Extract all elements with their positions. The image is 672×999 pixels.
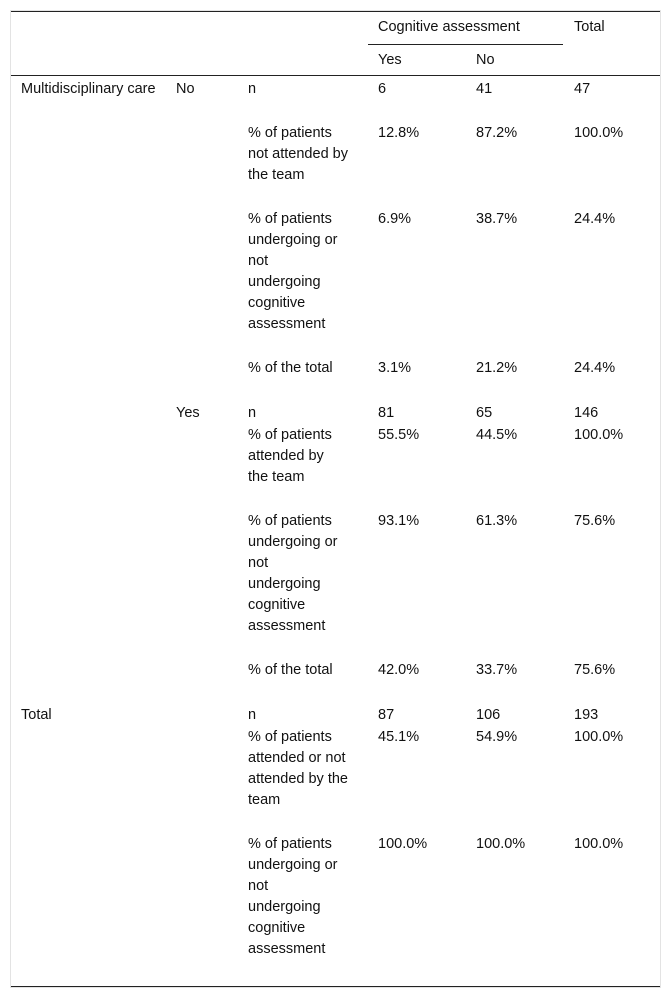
cell-yes: 93.1% xyxy=(378,513,420,529)
cell-no: 106 xyxy=(476,707,501,723)
row-label: % of the total xyxy=(248,662,333,678)
bottom-rule xyxy=(11,986,660,987)
header-total: Total xyxy=(574,19,605,35)
subgroup-label-yes: Yes xyxy=(176,405,200,421)
cell-no: 44.5% xyxy=(476,427,518,443)
cell-yes: 6 xyxy=(378,81,387,97)
row-label: % of patients undergoing or not undergoing cognitive assessment xyxy=(248,211,338,332)
cell-yes: 6.9% xyxy=(378,211,412,227)
cell-yes: 12.8% xyxy=(378,125,420,141)
header-no: No xyxy=(476,52,495,68)
cell-total: 100.0% xyxy=(574,836,624,852)
group-label-multidisciplinary-care: Multidisciplinary care xyxy=(21,81,156,97)
cell-total: 100.0% xyxy=(574,125,624,141)
row-label: % of patients undergoing or not undergoing cognitive assessment xyxy=(248,836,338,957)
cell-no: 54.9% xyxy=(476,729,518,745)
cell-yes: 87 xyxy=(378,707,395,723)
cell-no: 65 xyxy=(476,405,493,421)
cell-total: 24.4% xyxy=(574,360,616,376)
crosstab-table xyxy=(10,10,661,988)
row-label: n xyxy=(248,707,257,723)
cell-no: 21.2% xyxy=(476,360,518,376)
row-label: n xyxy=(248,405,257,421)
row-label: % of the total xyxy=(248,360,333,376)
row-label: % of patients undergoing or not undergoing cognitive assessment xyxy=(248,513,338,634)
cell-no: 41 xyxy=(476,81,493,97)
cell-no: 61.3% xyxy=(476,513,518,529)
row-label: % of patients attended or not attended by the team xyxy=(248,729,348,808)
cell-yes: 100.0% xyxy=(378,836,428,852)
cell-total: 100.0% xyxy=(574,729,624,745)
row-label: % of patients not attended by the team xyxy=(248,125,348,183)
cell-yes: 45.1% xyxy=(378,729,420,745)
header-cognitive-assessment: Cognitive assessment xyxy=(378,19,520,35)
cell-yes: 42.0% xyxy=(378,662,420,678)
cell-no: 38.7% xyxy=(476,211,518,227)
cell-total: 100.0% xyxy=(574,427,624,443)
top-rule xyxy=(11,11,660,12)
group-label-total: Total xyxy=(21,707,52,723)
cell-yes: 3.1% xyxy=(378,360,412,376)
subgroup-label-no: No xyxy=(176,81,195,97)
cell-total: 47 xyxy=(574,81,591,97)
cell-total: 75.6% xyxy=(574,662,616,678)
cell-total: 146 xyxy=(574,405,599,421)
cell-yes: 81 xyxy=(378,405,395,421)
cell-no: 33.7% xyxy=(476,662,518,678)
cell-total: 75.6% xyxy=(574,513,616,529)
row-label: % of patients attended by the team xyxy=(248,427,332,485)
cell-no: 87.2% xyxy=(476,125,518,141)
row-label: n xyxy=(248,81,257,97)
cell-no: 100.0% xyxy=(476,836,526,852)
cell-total: 193 xyxy=(574,707,599,723)
header-yes: Yes xyxy=(378,52,402,68)
header-rule xyxy=(11,75,660,76)
cell-total: 24.4% xyxy=(574,211,616,227)
cell-yes: 55.5% xyxy=(378,427,420,443)
cognitive-assessment-rule xyxy=(368,44,563,45)
